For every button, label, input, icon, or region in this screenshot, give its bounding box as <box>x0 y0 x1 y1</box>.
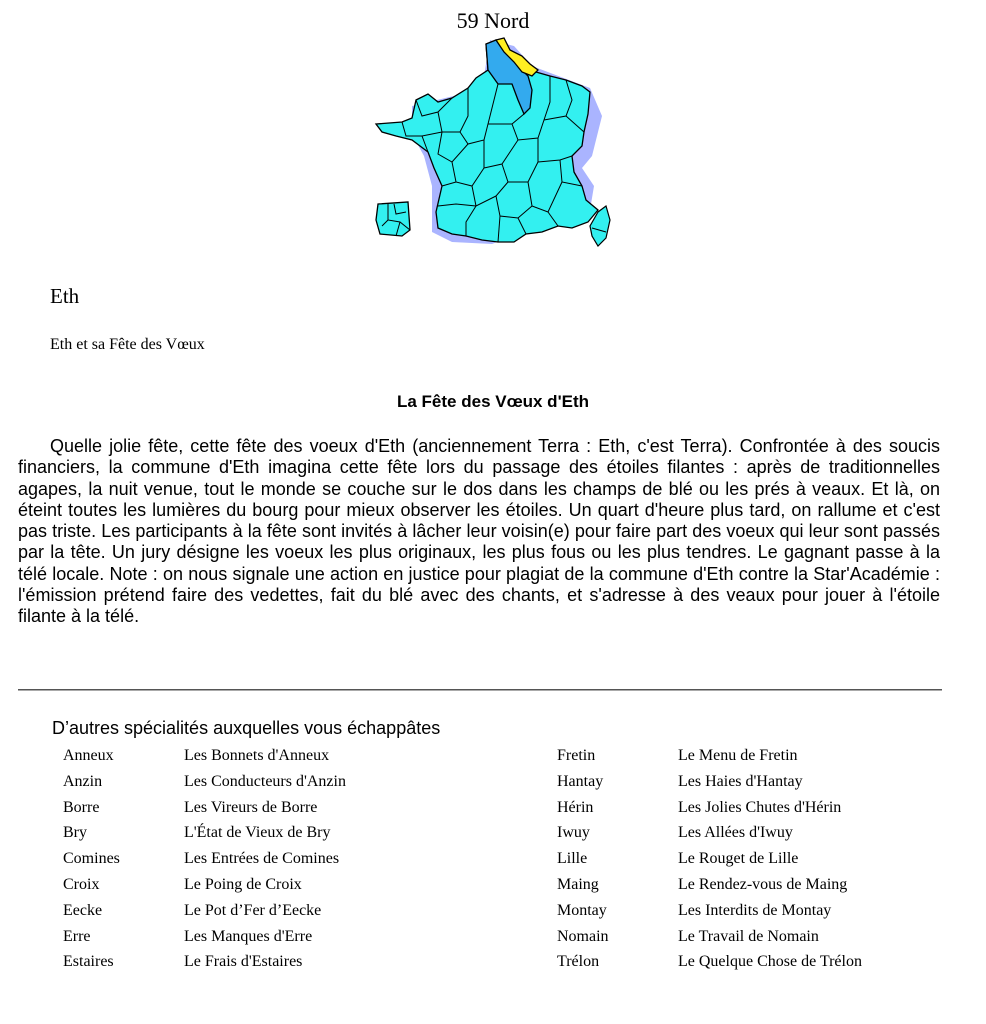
specialty-name: Le Travail de Nomain <box>678 927 819 945</box>
town-name: Lille <box>557 850 588 868</box>
specialty-name: Le Poing de Croix <box>184 875 302 893</box>
specialty-name: Les Jolies Chutes d'Hérin <box>678 798 842 816</box>
town-name: Trélon <box>557 953 600 971</box>
specialty-name: Les Interdits de Montay <box>678 901 832 919</box>
specialty-name: Le Rouget de Lille <box>678 850 799 868</box>
town-name: Hérin <box>557 798 594 816</box>
town-name: Montay <box>557 901 607 919</box>
map-title: 59 Nord <box>456 8 530 33</box>
specialties-heading: D’autres spécialités auxquelles vous échappâtes <box>52 718 441 738</box>
article-body: Quelle jolie fête, cette fête des voeux d'Eth (anciennement Terra : Eth, c'est Terra). Confrontée à des soucis financiers, la commune d'Eth imagina cette fête lors du passage des étoiles filantes : après de traditionnelles agapes, la nuit venue, tout le monde se couche sur le dos dans les champs de blé ou les prés à veaux. Et là, on éteint toutes les lumières du bourg pour mieux observer les étoiles. Un quart d'heure plus tard, on rallume et c'est pas triste. Les participants à la fête sont invités à lâcher leur voisin(e) pour faire part des voeux qui leur sont passés par la tête. Un jury désigne les voeux les plus originaux, les plus fous ou les plus tendres. Le gagnant passe à la télé locale. Note : on nous signale une action en justice pour plagiat de la commune d'Eth contre la Star'Académie : l'émission prétend faire des vedettes, fait du blé avec des chants, et s'adresse à des veaux pour jouer à l'étoile filante à la télé. <box>18 436 940 627</box>
specialties-left-names <box>184 745 346 977</box>
town-name: Bry <box>63 824 87 842</box>
france-map-svg <box>372 36 617 254</box>
town-name: Hantay <box>557 772 604 790</box>
specialty-name: Le Rendez-vous de Maing <box>678 875 848 893</box>
town-name: Erre <box>63 927 91 945</box>
specialty-name: Les Conducteurs d'Anzin <box>184 772 346 790</box>
town-name: Croix <box>63 875 100 893</box>
town-name: Fretin <box>557 747 596 764</box>
town-name: Anzin <box>63 772 103 790</box>
town-name: Nomain <box>557 927 609 945</box>
town-name: Iwuy <box>557 824 590 842</box>
town-name: Borre <box>63 798 100 816</box>
town-name: Estaires <box>63 953 114 971</box>
specialties-right-names <box>678 745 862 977</box>
town-name: Maing <box>557 875 599 893</box>
specialties-left-towns <box>63 745 120 977</box>
specialty-name: Les Manques d'Erre <box>184 927 313 945</box>
specialty-name: Les Vireurs de Borre <box>184 798 318 816</box>
commune-subtitle: Eth et sa Fête des Vœux <box>50 336 205 353</box>
town-name: Anneux <box>63 747 114 764</box>
specialty-name: L'État de Vieux de Bry <box>184 824 331 842</box>
france-departments-map-icon <box>372 36 617 254</box>
commune-name: Eth <box>50 284 80 308</box>
specialty-name: Le Quelque Chose de Trélon <box>678 953 862 971</box>
specialty-name: Le Frais d'Estaires <box>184 953 303 971</box>
specialty-name: Les Allées d'Iwuy <box>678 824 793 842</box>
town-name: Eecke <box>63 901 103 919</box>
specialty-name: Le Pot d’Fer d’Eecke <box>184 901 322 919</box>
map-inset-ile-de-france <box>376 202 410 236</box>
specialty-name: Le Menu de Fretin <box>678 747 798 764</box>
specialty-name: Les Haies d'Hantay <box>678 772 803 790</box>
specialty-name: Les Bonnets d'Anneux <box>184 747 330 764</box>
article-title: La Fête des Vœux d'Eth <box>396 392 589 411</box>
specialty-name: Les Entrées de Comines <box>184 850 340 868</box>
town-name: Comines <box>63 850 120 868</box>
specialties-right-towns <box>557 745 609 977</box>
horizontal-divider <box>18 689 942 691</box>
